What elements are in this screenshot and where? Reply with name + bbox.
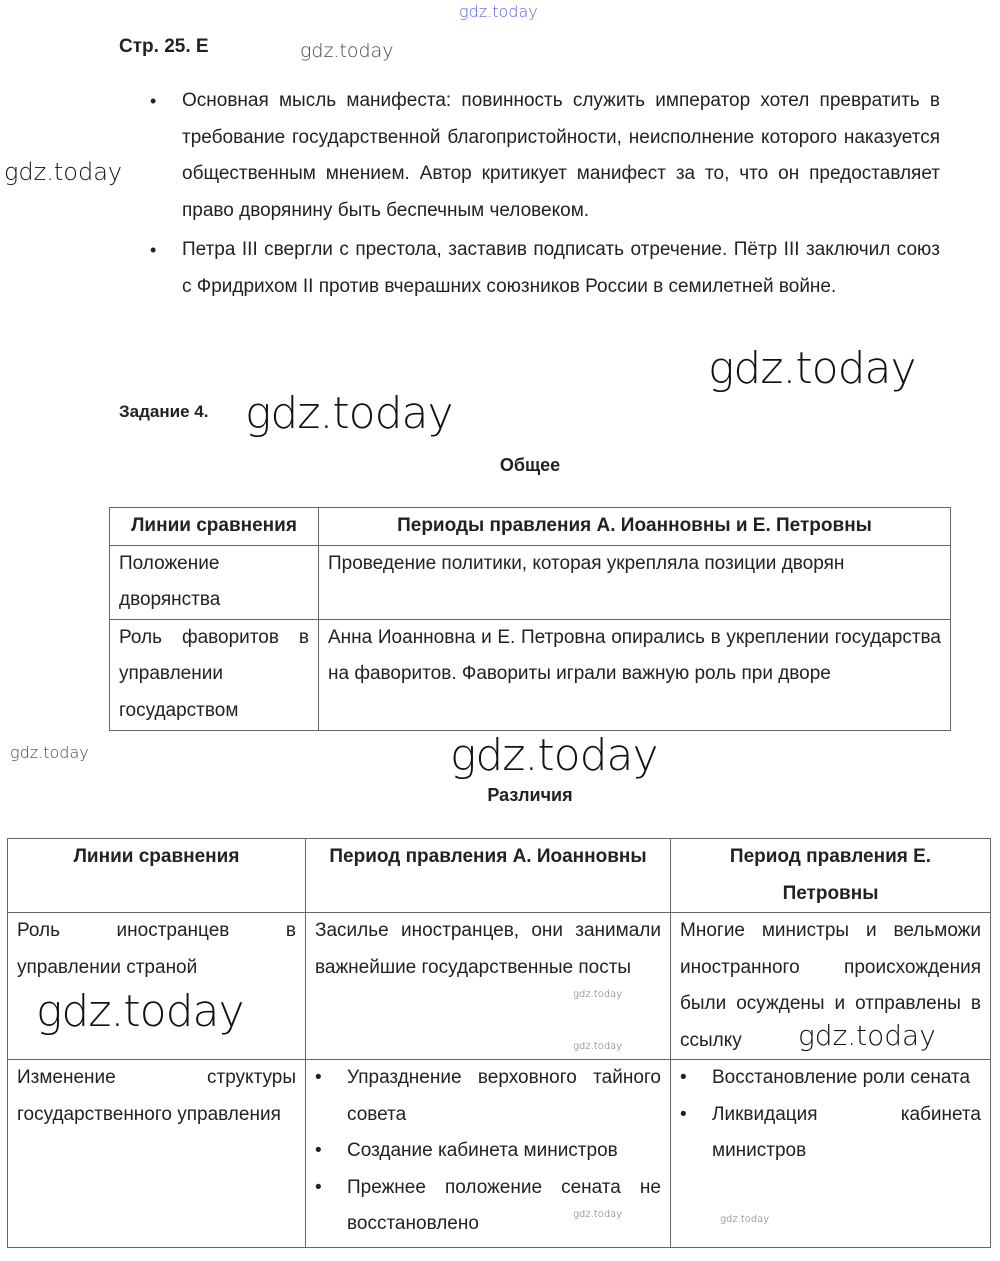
table-header-row — [110, 508, 951, 546]
list-item: • Ликвидация кабинета министров — [680, 1097, 981, 1170]
watermark: gdz.today — [573, 989, 623, 1000]
watermark: gdz.today — [708, 343, 916, 394]
table-cell: Роль фаворитов в управлении государством — [110, 619, 319, 730]
watermark: gdz.today — [573, 1209, 623, 1220]
table-header: Периоды правления А. Иоанновны и Е. Петровны — [319, 508, 951, 546]
list-item: • Прежнее положение сената не восстановлено — [315, 1170, 661, 1243]
watermark: gdz.today — [36, 986, 244, 1037]
watermark: gdz.today — [459, 2, 538, 21]
table-cell: Проведение политики, которая укрепляла позиции дворян — [319, 545, 951, 619]
table-header: Период правления Е. Петровны — [671, 839, 991, 913]
task-label: Задание 4. — [119, 402, 209, 421]
list-item: • Создание кабинета министров — [315, 1133, 661, 1170]
table-row — [110, 619, 951, 730]
common-table — [109, 507, 951, 731]
table-cell: Изменение структуры государственного управления — [8, 1060, 306, 1248]
table-cell: Роль иностранцев в управлении страной — [8, 913, 306, 1060]
table-cell: Положение дворянства — [110, 545, 319, 619]
section-title-common: Общее — [499, 455, 561, 475]
table-header-row — [8, 839, 991, 913]
section-title-differences: Различия — [487, 785, 573, 805]
watermark: gdz.today — [798, 1019, 936, 1052]
bullet-list — [150, 83, 940, 305]
table-row — [110, 545, 951, 619]
table-cell: Засилье иностранцев, они занимали важнейшие государственные посты — [306, 913, 671, 1060]
watermark: gdz.today — [10, 743, 89, 762]
table-header: Линии сравнения — [8, 839, 306, 913]
elizabeth-changes-list — [680, 1060, 981, 1170]
table-row — [8, 1060, 991, 1248]
table-header: Линии сравнения — [110, 508, 319, 546]
list-item: • Петра III свергли с престола, заставив подписать отречение. Пётр III заключил союз с Фридрихом II против вчерашних союзников России в семилетней войне. — [150, 232, 940, 305]
watermark: gdz.today — [300, 40, 394, 62]
list-item: • Восстановление роли сената — [680, 1060, 981, 1097]
table-cell: Многие министры и вельможи иностранного происхождения были осуждены и отправлены в ссылку — [671, 913, 991, 1060]
watermark: gdz.today — [4, 158, 123, 186]
list-item: • Основная мысль манифеста: повинность служить император хотел превратить в требование государственной благопристойности, неисполнение которого наказуется общественным мнением. Автор критикует манифест за то, что он предоставляет право дворянину быть беспечным человеком. — [150, 83, 940, 229]
watermark: gdz.today — [573, 1041, 623, 1052]
watermark: gdz.today — [245, 388, 453, 439]
watermark: gdz.today — [720, 1214, 770, 1225]
table-cell — [671, 1060, 991, 1248]
watermark: gdz.today — [450, 730, 658, 781]
page-title: Стр. 25. Е — [119, 36, 209, 57]
list-item: • Упразднение верховного тайного совета — [315, 1060, 661, 1133]
table-header: Период правления А. Иоанновны — [306, 839, 671, 913]
table-cell: Анна Иоанновна и Е. Петровна опирались в укреплении государства на фаворитов. Фавориты играли важную роль при дворе — [319, 619, 951, 730]
